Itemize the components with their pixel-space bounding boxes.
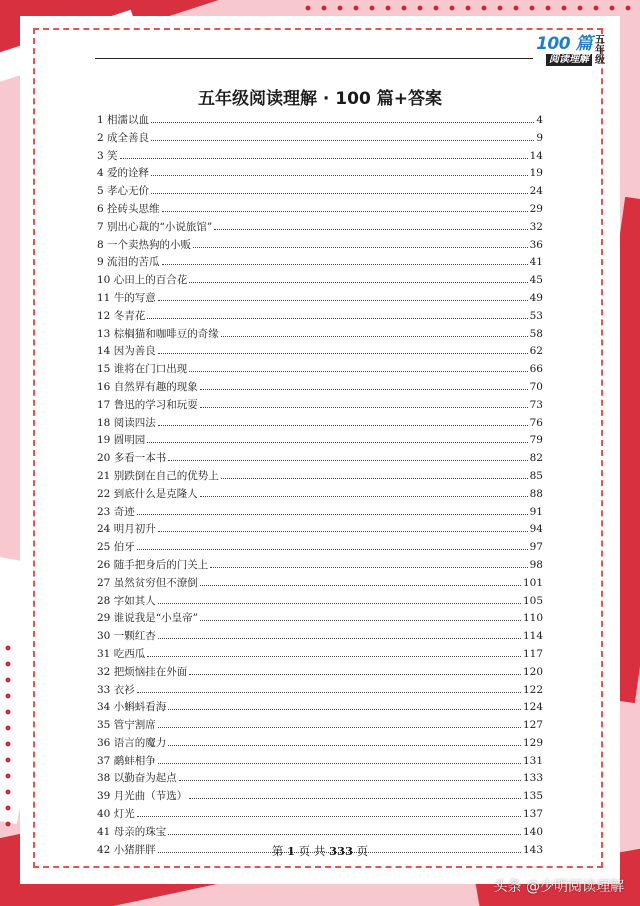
footer-middle: 页 共	[298, 844, 326, 858]
toc-entry-title: 4 爱的诠释	[97, 167, 150, 180]
toc-entry[interactable]	[97, 735, 543, 753]
toc-dot-leader	[151, 166, 528, 176]
toc-entry[interactable]	[97, 165, 543, 183]
toc-dot-leader	[120, 149, 528, 159]
toc-dot-leader	[189, 362, 527, 372]
footer-prefix: 第	[271, 844, 284, 858]
toc-entry-page: 32	[529, 220, 543, 233]
toc-entry-title: 25 伯牙	[97, 541, 135, 554]
toc-dot-leader	[189, 273, 527, 283]
toc-dot-leader	[210, 558, 527, 568]
toc-entry-title: 39 月光曲（节选）	[97, 790, 188, 803]
toc-dot-leader	[200, 398, 528, 408]
footer-current-page: 1	[287, 844, 296, 858]
toc-dot-leader	[200, 380, 528, 390]
toc-dot-leader	[162, 202, 528, 212]
toc-entry-page: 101	[522, 576, 543, 589]
toc-dot-leader	[147, 647, 521, 657]
toc-entry[interactable]	[97, 201, 543, 219]
toc-entry-page: 91	[529, 505, 543, 518]
toc-entry-page: 124	[522, 701, 543, 714]
toc-entry[interactable]	[97, 539, 543, 557]
toc-dot-leader	[147, 309, 527, 319]
toc-entry-title: 20 多看一本书	[97, 452, 167, 465]
toc-entry[interactable]	[97, 575, 543, 593]
toc-entry-title: 24 明月初升	[97, 523, 156, 536]
watermark: 头条 @少明阅读理解	[493, 879, 624, 895]
toc-entry-page: 110	[522, 612, 543, 625]
toc-entry-title: 23 奇迹	[97, 505, 135, 518]
toc-entry[interactable]	[97, 415, 543, 433]
toc-entry[interactable]	[97, 593, 543, 611]
toc-entry-title: 10 心田上的百合花	[97, 274, 188, 287]
toc-entry-page: 137	[522, 808, 543, 821]
toc-entry-page: 58	[529, 327, 543, 340]
toc-entry-page: 41	[529, 256, 543, 269]
toc-entry-title: 22 到底什么是克隆人	[97, 487, 198, 500]
toc-entry-title: 19 圆明园	[97, 434, 146, 447]
toc-entry-page: 45	[529, 274, 543, 287]
toc-entry-page: 120	[522, 665, 543, 678]
toc-entry[interactable]	[97, 504, 543, 522]
toc-dot-leader	[158, 754, 521, 764]
toc-entry-title: 17 鲁迅的学习和玩耍	[97, 398, 198, 411]
toc-entry-title: 15 谁将在门口出现	[97, 363, 188, 376]
toc-dot-leader	[158, 594, 521, 604]
toc-entry-page: 129	[522, 736, 543, 749]
toc-entry[interactable]	[97, 682, 543, 700]
toc-entry[interactable]	[97, 770, 543, 788]
toc-dot-leader	[158, 629, 521, 639]
toc-entry-title: 12 冬青花	[97, 309, 146, 322]
toc-entry-page: 127	[522, 719, 543, 732]
toc-entry-title: 21 别跌倒在自己的优势上	[97, 469, 219, 482]
toc-entry-title: 5 孝心无价	[97, 185, 150, 198]
toc-entry-page: 143	[522, 843, 543, 856]
toc-entry-page: 49	[529, 291, 543, 304]
toc-entry[interactable]	[97, 112, 543, 130]
toc-entry[interactable]	[97, 272, 543, 290]
toc-entry[interactable]	[97, 308, 543, 326]
toc-entry-page: 94	[529, 523, 543, 536]
toc-entry-title: 2 成全善良	[97, 131, 150, 144]
toc-entry-title: 18 阅读四法	[97, 416, 156, 429]
toc-entry[interactable]	[97, 361, 543, 379]
toc-entry-page: 133	[522, 772, 543, 785]
toc-dot-leader	[162, 255, 528, 265]
toc-entry[interactable]	[97, 379, 543, 397]
toc-entry-title: 26 随手把身后的门关上	[97, 558, 209, 571]
toc-entry-page: 105	[522, 594, 543, 607]
toc-entry-title: 31 吃西瓜	[97, 647, 146, 660]
logo-grade-text: 五年级	[595, 35, 605, 66]
toc-entry-title: 42 小猪胖胖	[97, 843, 156, 856]
toc-dot-leader	[151, 113, 534, 123]
logo-top-text: 100 篇	[536, 34, 592, 54]
toc-entry-page: 79	[529, 434, 543, 447]
toc-entry-page: 97	[529, 541, 543, 554]
toc-dot-leader	[151, 131, 534, 141]
toc-entry-title: 11 牛的写意	[97, 291, 156, 304]
series-logo	[536, 36, 606, 66]
toc-dot-leader	[179, 771, 521, 781]
logo-bottom-text: 阅读理解	[546, 54, 592, 66]
page-footer	[0, 843, 640, 859]
table-of-contents	[97, 112, 543, 859]
toc-entry-page: 29	[529, 202, 543, 215]
toc-entry-title: 37 鹬蚌相争	[97, 754, 156, 767]
toc-entry[interactable]	[97, 628, 543, 646]
toc-entry-title: 9 流泪的苦瓜	[97, 256, 160, 269]
toc-entry-page: 66	[529, 363, 543, 376]
toc-entry-page: 117	[522, 647, 543, 660]
toc-entry-page: 36	[529, 238, 543, 251]
toc-dot-leader	[168, 451, 527, 461]
toc-entry-page: 88	[529, 487, 543, 500]
toc-entry[interactable]	[97, 806, 543, 824]
toc-entry-page: 85	[529, 469, 543, 482]
toc-dot-leader	[168, 825, 521, 835]
toc-dot-leader	[193, 238, 528, 248]
toc-entry[interactable]	[97, 521, 543, 539]
toc-dot-leader	[189, 665, 521, 675]
toc-entry-page: 53	[529, 309, 543, 322]
toc-entry-page: 73	[529, 398, 543, 411]
toc-entry-title: 33 衣衫	[97, 683, 135, 696]
toc-entry-page: 135	[522, 790, 543, 803]
toc-entry-page: 19	[529, 167, 543, 180]
toc-entry[interactable]	[97, 486, 543, 504]
toc-entry-page: 14	[529, 149, 543, 162]
toc-dot-leader	[151, 184, 528, 194]
toc-dot-leader	[200, 576, 521, 586]
toc-entry-title: 14 因为善良	[97, 345, 156, 358]
toc-entry[interactable]	[97, 557, 543, 575]
toc-dot-leader	[158, 344, 528, 354]
toc-entry-title: 8 一个卖热狗的小贩	[97, 238, 192, 251]
toc-entry[interactable]	[97, 717, 543, 735]
toc-dot-leader	[158, 416, 528, 426]
toc-entry[interactable]	[97, 788, 543, 806]
toc-entry-page: 76	[529, 416, 543, 429]
toc-entry-page: 98	[529, 558, 543, 571]
toc-entry[interactable]	[97, 664, 543, 682]
toc-dot-leader	[200, 487, 528, 497]
toc-dot-leader	[137, 807, 521, 817]
toc-entry-page: 70	[529, 380, 543, 393]
toc-entry[interactable]	[97, 824, 543, 842]
header-rule	[95, 58, 533, 59]
toc-entry-page: 82	[529, 452, 543, 465]
toc-entry-page: 4	[536, 114, 543, 126]
toc-entry-title: 30 一颗红杏	[97, 630, 156, 643]
toc-entry[interactable]	[97, 343, 543, 361]
toc-entry[interactable]	[97, 699, 543, 717]
toc-entry[interactable]	[97, 646, 543, 664]
toc-entry[interactable]	[97, 254, 543, 272]
toc-dot-leader	[137, 505, 528, 515]
footer-total-pages: 333	[328, 844, 353, 858]
toc-dot-leader	[168, 736, 521, 746]
toc-entry-title: 16 自然界有趣的现象	[97, 380, 198, 393]
toc-entry-page: 140	[522, 825, 543, 838]
toc-dot-leader	[168, 700, 521, 710]
toc-dot-leader	[137, 540, 528, 550]
toc-entry[interactable]	[97, 450, 543, 468]
toc-entry[interactable]	[97, 290, 543, 308]
logo-main	[536, 36, 592, 66]
toc-dot-leader	[158, 522, 528, 532]
toc-entry-page: 114	[522, 630, 543, 643]
toc-dot-leader	[147, 433, 527, 443]
toc-entry[interactable]	[97, 237, 543, 255]
toc-dot-leader	[221, 469, 528, 479]
toc-entry-title: 13 棕榈猫和咖啡豆的奇缘	[97, 327, 219, 340]
toc-dot-leader	[189, 789, 521, 799]
toc-entry[interactable]	[97, 397, 543, 415]
toc-entry-title: 40 灯光	[97, 808, 135, 821]
toc-dot-leader	[214, 220, 527, 230]
toc-entry-title: 35 管宁割席	[97, 719, 156, 732]
toc-entry-page: 122	[522, 683, 543, 696]
toc-dot-leader	[137, 683, 521, 693]
toc-dot-leader	[221, 327, 528, 337]
toc-entry[interactable]	[97, 468, 543, 486]
page-title: 五年级阅读理解 · 100 篇+答案	[198, 89, 442, 109]
toc-entry[interactable]	[97, 610, 543, 628]
toc-entry-title: 3 笑	[97, 149, 118, 162]
toc-entry-title: 38 以勤奋为起点	[97, 772, 177, 785]
toc-entry[interactable]	[97, 130, 543, 148]
toc-entry-title: 1 相濡以血	[97, 114, 150, 126]
toc-entry[interactable]	[97, 219, 543, 237]
toc-entry[interactable]	[97, 432, 543, 450]
toc-entry-title: 34 小蝌蚪看海	[97, 701, 167, 714]
toc-entry-title: 7 别出心裁的“小说旅馆”	[97, 220, 213, 233]
toc-entry-page: 131	[522, 754, 543, 767]
toc-entry[interactable]	[97, 183, 543, 201]
footer-suffix: 页	[356, 844, 369, 858]
toc-dot-leader	[200, 611, 521, 621]
toc-entry-page: 24	[529, 185, 543, 198]
toc-dot-leader	[158, 718, 521, 728]
toc-entry-title: 36 语言的魔力	[97, 736, 167, 749]
toc-entry-title: 6 拴砖头思维	[97, 202, 160, 215]
toc-entry[interactable]	[97, 326, 543, 344]
toc-entry[interactable]	[97, 148, 543, 166]
toc-entry-title: 27 虽然贫穷但不潦倒	[97, 576, 198, 589]
toc-entry-title: 41 母亲的珠宝	[97, 825, 167, 838]
toc-entry[interactable]	[97, 753, 543, 771]
toc-entry-page: 62	[529, 345, 543, 358]
toc-entry-title: 29 谁说我是“小皇帝”	[97, 612, 198, 625]
toc-dot-leader	[158, 291, 528, 301]
toc-entry-title: 32 把烦恼挂在外面	[97, 665, 188, 678]
toc-entry-page: 9	[536, 131, 543, 144]
toc-entry-title: 28 字如其人	[97, 594, 156, 607]
